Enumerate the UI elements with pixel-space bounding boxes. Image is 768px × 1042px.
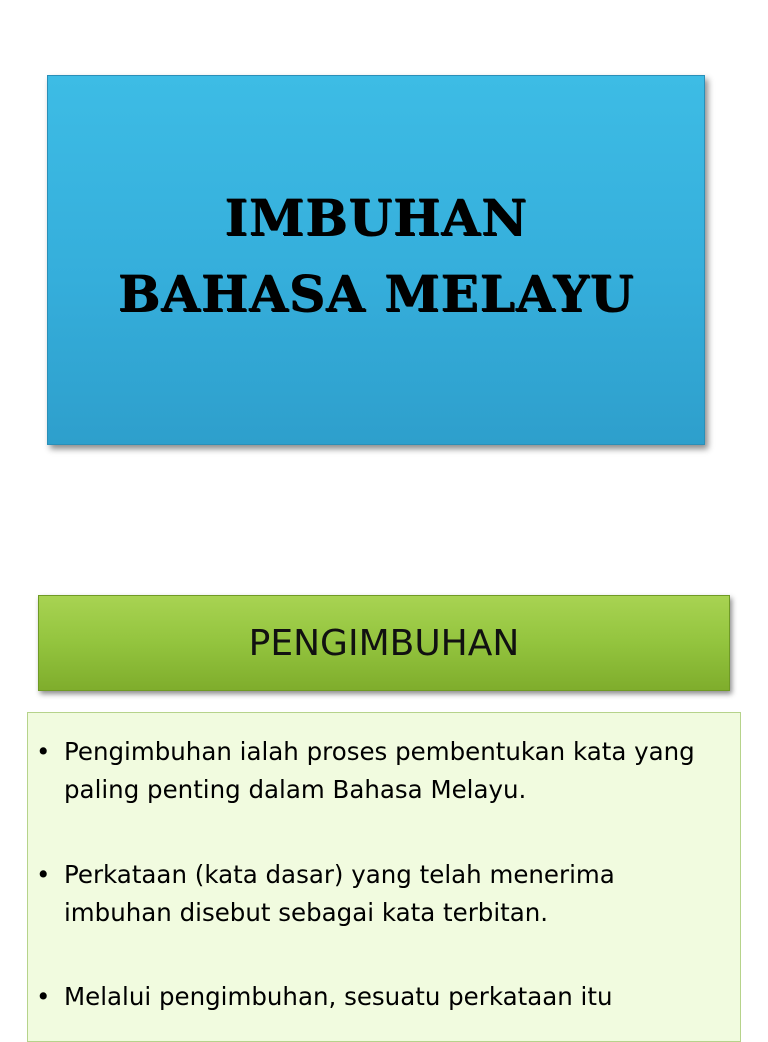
bullet-marker: • bbox=[36, 860, 51, 889]
bullet-text: Pengimbuhan ialah proses pembentukan kata yang paling penting dalam Bahasa Melayu. bbox=[64, 737, 695, 804]
content-box bbox=[27, 712, 741, 1042]
bullet-marker: • bbox=[36, 737, 51, 766]
section-header bbox=[38, 595, 730, 691]
title-slide-box bbox=[47, 75, 705, 445]
section-heading: PENGIMBUHAN bbox=[248, 622, 520, 664]
bullet-marker: • bbox=[36, 982, 51, 1011]
bullet-item bbox=[36, 733, 726, 809]
bullet-text: Melalui pengimbuhan, sesuatu perkataan itu bbox=[64, 982, 613, 1011]
bullet-text: Perkataan (kata dasar) yang telah menerima imbuhan disebut sebagai kata terbitan. bbox=[64, 860, 615, 927]
title-line-2: BAHASA MELAYU bbox=[117, 264, 635, 323]
bullet-item bbox=[36, 978, 726, 1016]
title-line-1: IMBUHAN bbox=[224, 188, 528, 247]
bullet-item bbox=[36, 856, 726, 932]
